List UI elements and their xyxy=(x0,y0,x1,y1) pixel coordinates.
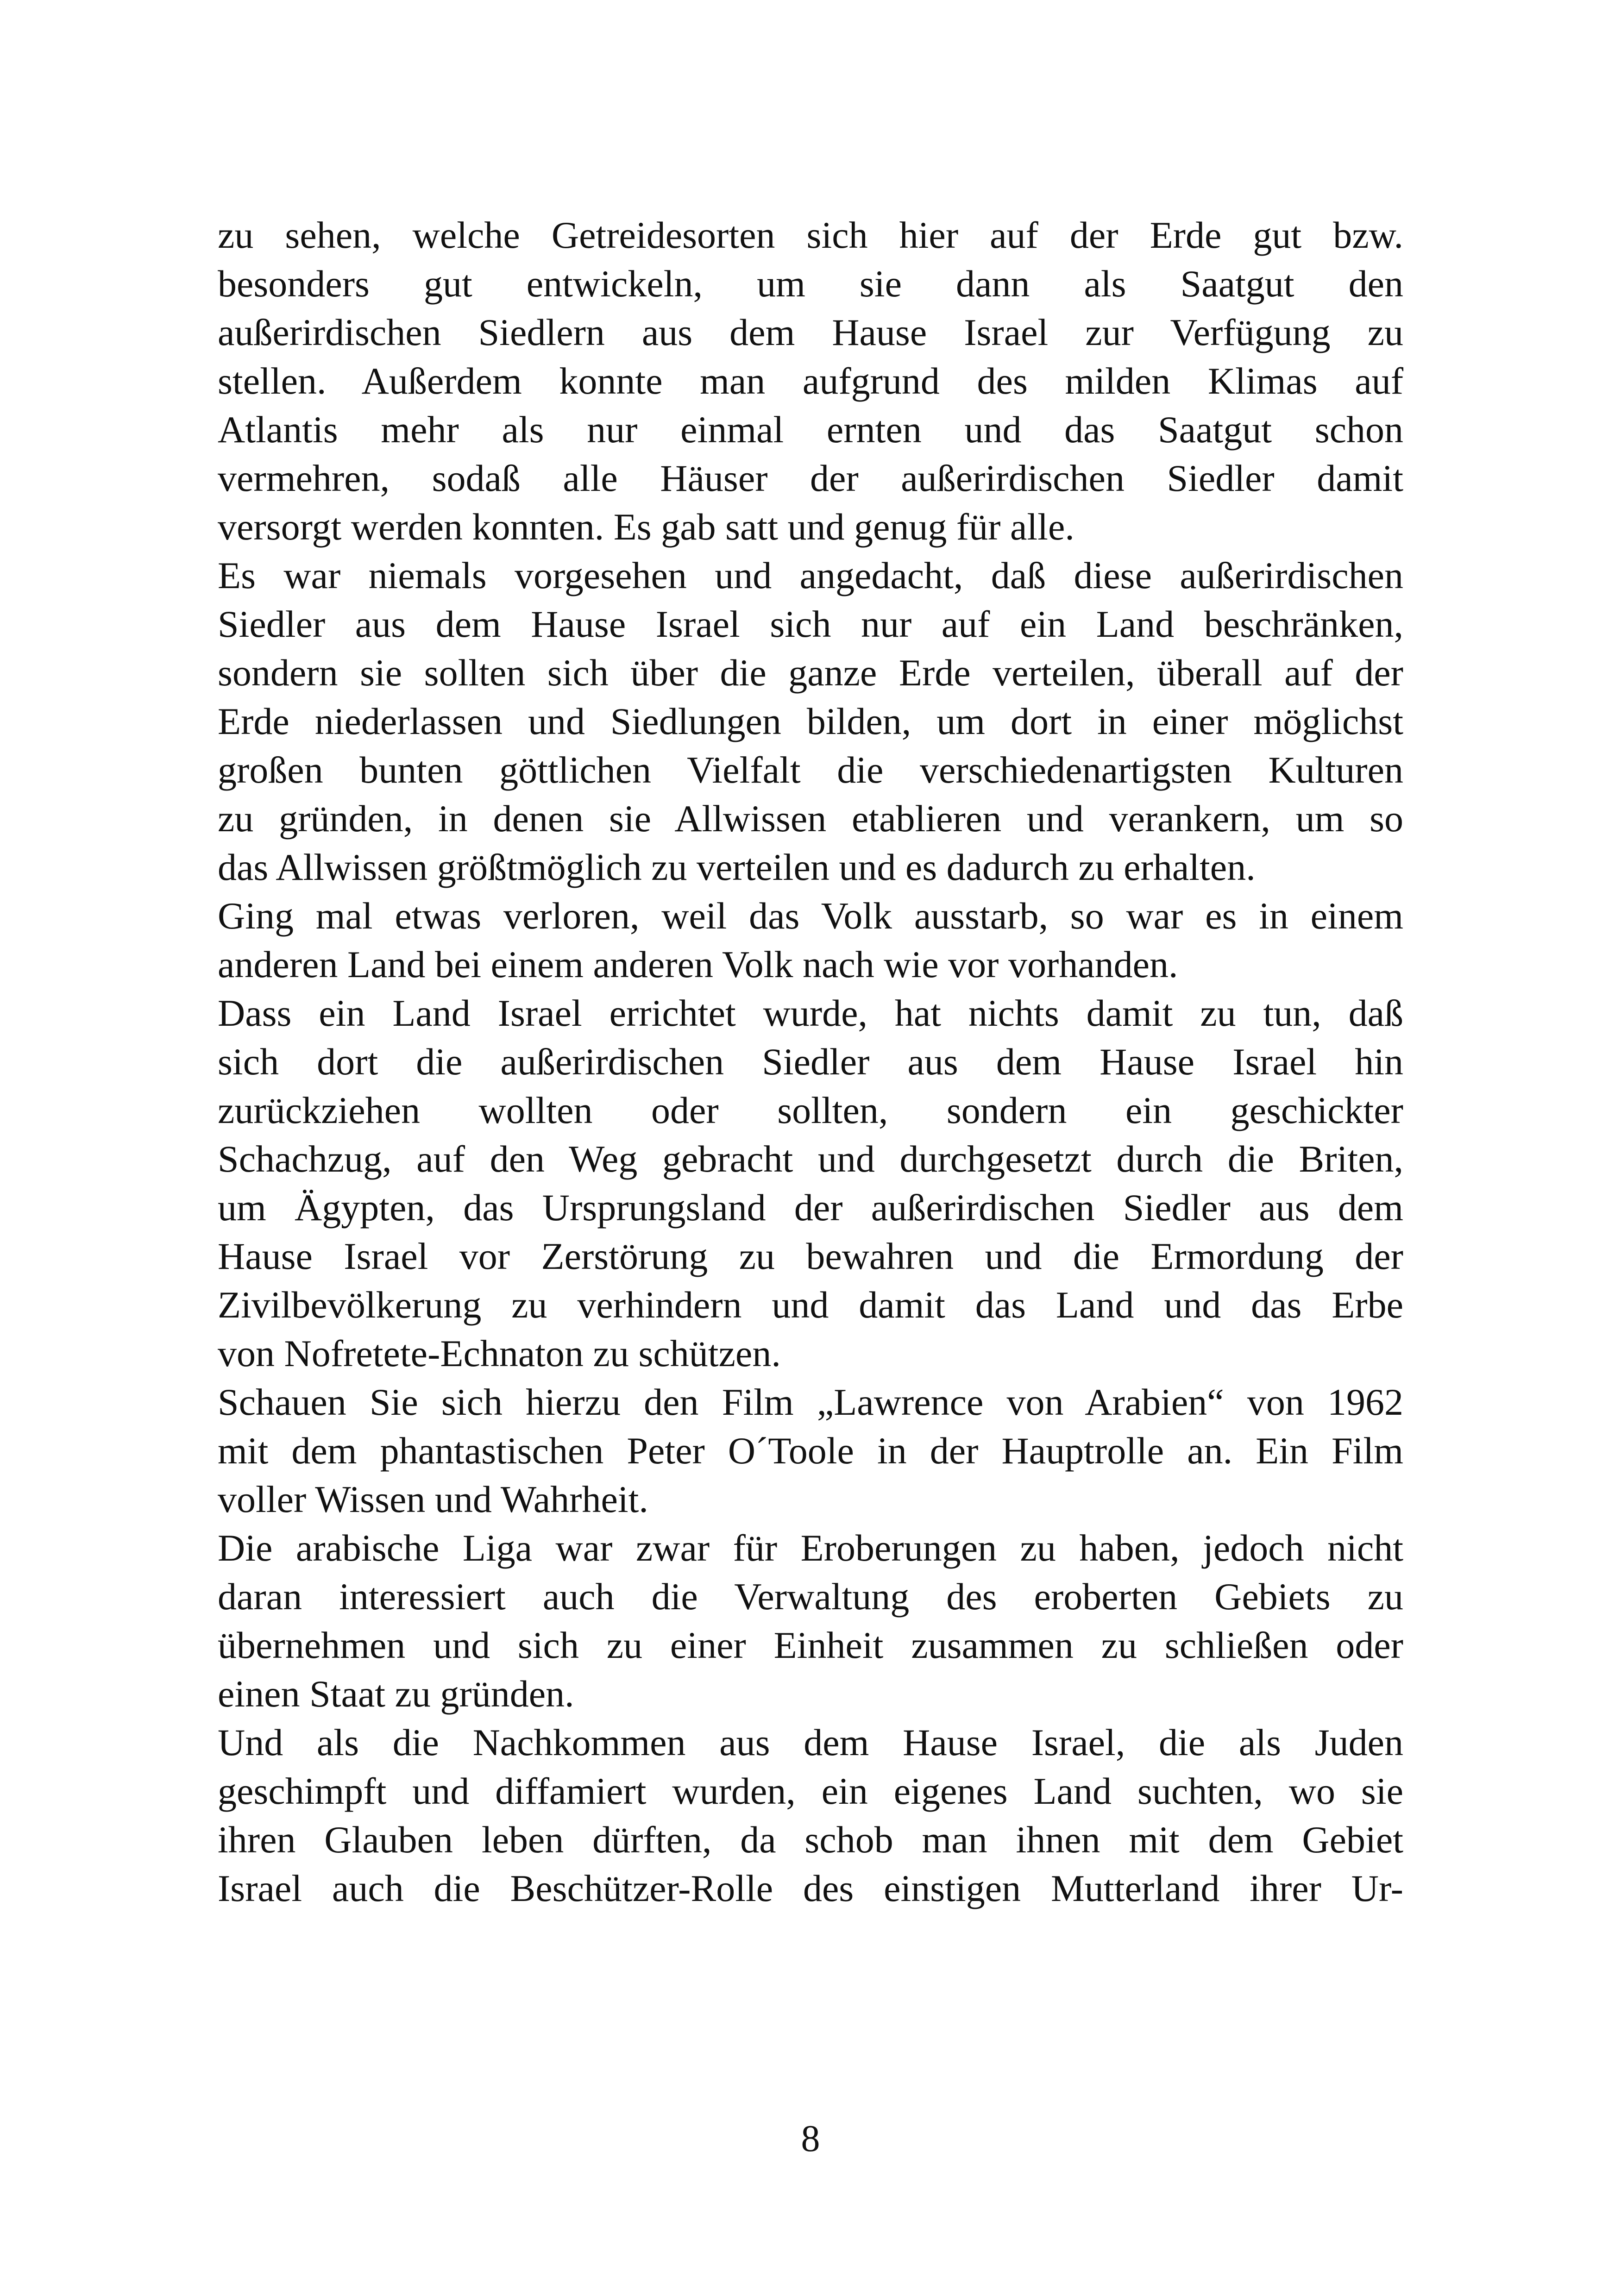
text-line: zu sehen, welche Getreidesorten sich hier auf der Erde gut bzw. xyxy=(218,214,1403,256)
text-line: übernehmen und sich zu einer Einheit zusammen zu schließen oder xyxy=(218,1624,1403,1666)
text-line: Die arabische Liga war zwar für Eroberungen zu haben, jedoch nicht xyxy=(218,1527,1403,1569)
text-line: Siedler aus dem Hause Israel sich nur auf ein Land beschränken, xyxy=(218,603,1403,645)
text-line: einen Staat zu gründen. xyxy=(218,1673,574,1715)
text-line: Israel auch die Beschützer-Rolle des einstigen Mutterland ihrer Ur- xyxy=(218,1867,1403,1909)
text-line: stellen. Außerdem konnte man aufgrund des milden Klimas auf xyxy=(218,360,1403,402)
text-line: Es war niemals vorgesehen und angedacht, daß diese außerirdischen xyxy=(218,554,1403,596)
text-line: versorgt werden konnten. Es gab satt und genug für alle. xyxy=(218,506,1074,548)
text-line: von Nofretete-Echnaton zu schützen. xyxy=(218,1332,781,1374)
body-text xyxy=(218,211,1403,1913)
text-line: um Ägypten, das Ursprungsland der außerirdischen Siedler aus dem xyxy=(218,1186,1403,1229)
text-line: vermehren, sodaß alle Häuser der außerirdischen Siedler damit xyxy=(218,457,1403,499)
text-line: Erde niederlassen und Siedlungen bilden, um dort in einer möglichst xyxy=(218,700,1403,742)
text-line: Und als die Nachkommen aus dem Hause Israel, die als Juden xyxy=(218,1721,1403,1763)
text-line: zu gründen, in denen sie Allwissen etablieren und verankern, um so xyxy=(218,797,1403,840)
text-line: großen bunten göttlichen Vielfalt die verschiedenartigsten Kulturen xyxy=(218,749,1403,791)
text-line: geschimpft und diffamiert wurden, ein eigenes Land suchten, wo sie xyxy=(218,1770,1403,1812)
text-line: sich dort die außerirdischen Siedler aus dem Hause Israel hin xyxy=(218,1041,1403,1083)
text-line: Zivilbevölkerung zu verhindern und damit das Land und das Erbe xyxy=(218,1284,1403,1326)
text-line: daran interessiert auch die Verwaltung des eroberten Gebiets zu xyxy=(218,1575,1403,1618)
text-line: Dass ein Land Israel errichtet wurde, hat nichts damit zu tun, daß xyxy=(218,992,1403,1034)
text-line: zurückziehen wollten oder sollten, sondern ein geschickter xyxy=(218,1089,1403,1131)
text-line: sondern sie sollten sich über die ganze Erde verteilen, überall auf der xyxy=(218,652,1403,694)
text-line: voller Wissen und Wahrheit. xyxy=(218,1478,648,1520)
text-line: außerirdischen Siedlern aus dem Hause Israel zur Verfügung zu xyxy=(218,311,1403,353)
text-line: besonders gut entwickeln, um sie dann als Saatgut den xyxy=(218,263,1403,305)
text-line: ihren Glauben leben dürften, da schob man ihnen mit dem Gebiet xyxy=(218,1819,1403,1861)
text-line: Schachzug, auf den Weg gebracht und durchgesetzt durch die Briten, xyxy=(218,1138,1403,1180)
text-line: Schauen Sie sich hierzu den Film „Lawrence von Arabien“ von 1962 xyxy=(218,1381,1403,1423)
text-line: Ging mal etwas verloren, weil das Volk ausstarb, so war es in einem xyxy=(218,895,1403,937)
text-line: mit dem phantastischen Peter O´Toole in der Hauptrolle an. Ein Film xyxy=(218,1430,1403,1472)
page-number: 8 xyxy=(801,2117,820,2159)
text-line: anderen Land bei einem anderen Volk nach wie vor vorhanden. xyxy=(218,943,1178,985)
text-line: das Allwissen größtmöglich zu verteilen und es dadurch zu erhalten. xyxy=(218,846,1256,888)
text-line: Atlantis mehr als nur einmal ernten und das Saatgut schon xyxy=(218,408,1403,451)
text-line: Hause Israel vor Zerstörung zu bewahren und die Ermordung der xyxy=(218,1235,1403,1277)
